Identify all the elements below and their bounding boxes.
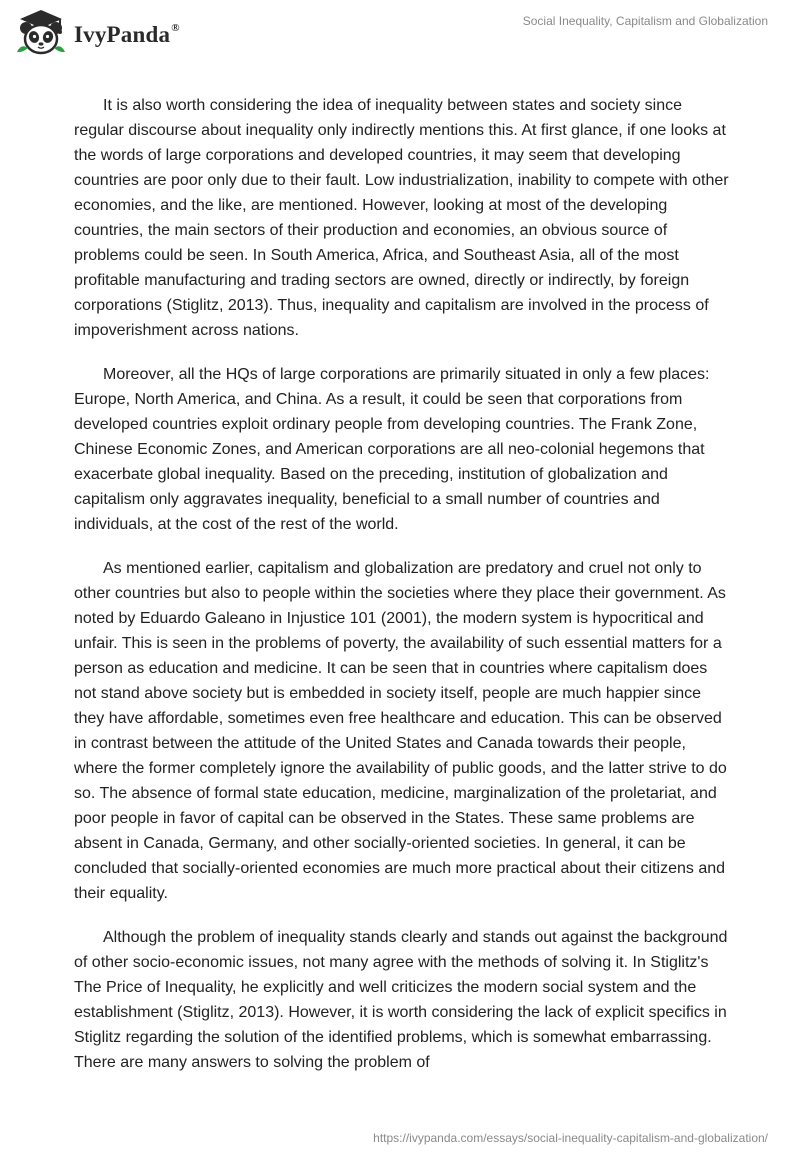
ivypanda-logo[interactable] (12, 8, 180, 58)
page-header (0, 0, 800, 70)
paragraph-3: As mentioned earlier, capitalism and globalization are predatory and cruel not only to other countries but also to people within the societies where they place their government. As noted by Eduardo Galeano in Injustice 101 (2001), the modern system is hypocritical and unfair. This is seen in the problems of poverty, the availability of such essential matters for a person as education and medicine. It can be seen that in countries where capitalism does not stand above society but is embedded in society itself, people are much happier since they have affordable, sometimes even free healthcare and education. This can be observed in contrast between the attitude of the United States and Canada towards their people, where the former completely ignore the availability of public goods, and the latter strive to do so. The absence of formal state education, medicine, marginalization of the proletariat, and poor people in favor of capital can be observed in the States. These same problems are absent in Canada, Germany, and other socially-oriented societies. In general, it can be concluded that socially-oriented economies are much more practical about their citizens and their equality. (74, 560, 727, 902)
document-title: Social Inequality, Capitalism and Globalization (522, 14, 768, 28)
panda-graduate-icon (12, 8, 70, 58)
source-url-link[interactable]: https://ivypanda.com/essays/social-inequality-capitalism-and-globalization/ (373, 1131, 768, 1145)
paragraph-1: It is also worth considering the idea of inequality between states and society since regular discourse about inequality only indirectly mentions this. At first glance, if one looks at the words of large corporations and developed countries, it may seem that developing countries are poor only due to their fault. Low industrialization, inability to compete with other economies, and the like, are mentioned. However, looking at most of the developing countries, the main sectors of their production and economies, an obvious source of problems could be seen. In South America, Africa, and Southeast Asia, all of the most profitable manufacturing and trading sectors are owned, directly or indirectly, by foreign corporations (Stiglitz, 2013). Thus, inequality and capitalism are involved in the process of impoverishment across nations. (74, 97, 729, 339)
paragraph-2: Moreover, all the HQs of large corporations are primarily situated in only a few places: Europe, North America, and China. As a result, it could be seen that corporations from developed countries exploit ordinary people from developing countries. The Frank Zone, Chinese Economic Zones, and American corporations are all neo-colonial hegemons that exacerbate global inequality. Based on the preceding, institution of globalization and capitalism only aggravates inequality, beneficial to a small number of countries and individuals, at the cost of the rest of the world. (74, 366, 710, 533)
essay-body (74, 93, 730, 1094)
registered-mark: ® (171, 22, 180, 35)
brand-name: IvyPanda® (74, 22, 180, 47)
paragraph-4: Although the problem of inequality stands clearly and stands out against the background of other socio-economic issues, not many agree with the methods of solving it. In Stiglitz's The Price of Inequality, he explicitly and well criticizes the modern social system and the establishment (Stiglitz, 2013). However, it is worth considering the lack of explicit specifics in Stiglitz regarding the solution of the identified problems, which is somewhat embarrassing. There are many answers to solving the problem of (74, 929, 728, 1071)
